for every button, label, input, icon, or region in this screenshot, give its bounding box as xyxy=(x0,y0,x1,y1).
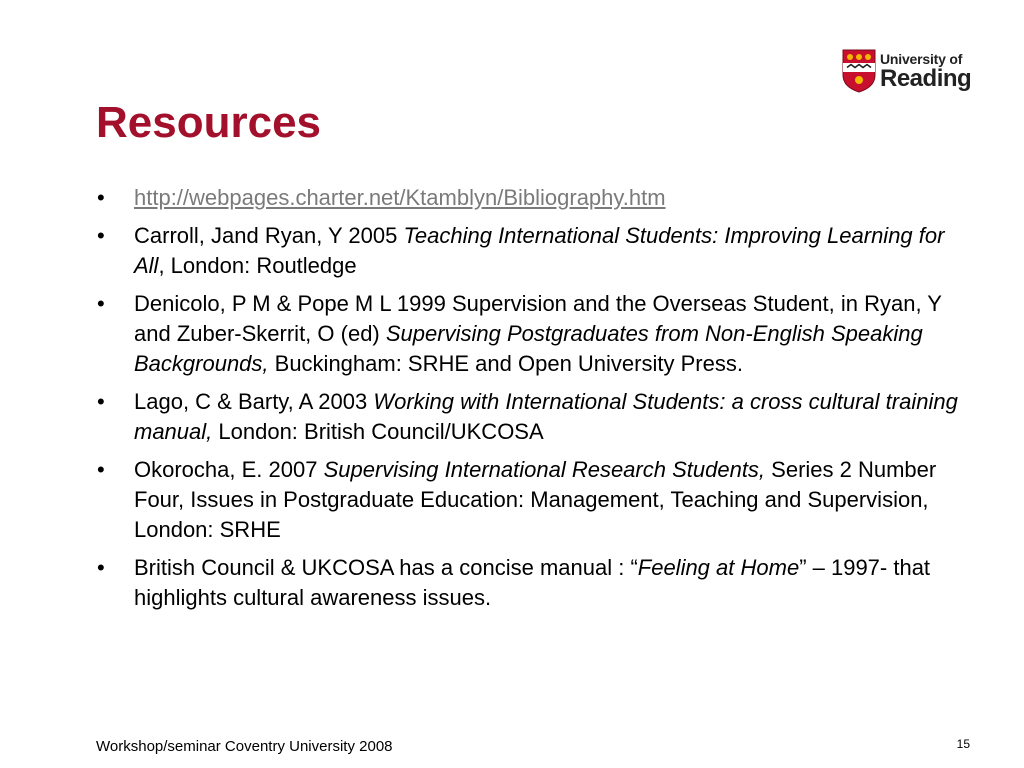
bullet-icon: • xyxy=(97,555,105,580)
citation-text: Buckingham: SRHE and Open University Press. xyxy=(268,351,743,376)
slide-title: Resources xyxy=(96,98,322,147)
footer-text: Workshop/seminar Coventry University 2008 xyxy=(96,738,393,755)
citation-text: Carroll, Jand Ryan, Y 2005 xyxy=(134,223,404,248)
list-item xyxy=(97,289,977,379)
citation-text: , London: Routledge xyxy=(158,253,357,278)
bullet-icon: • xyxy=(97,185,105,210)
citation-title: Teaching International Students: Improving Learning for All xyxy=(134,223,945,278)
resource-list xyxy=(97,183,977,621)
citation-title: Supervising Postgraduates from Non-English Speaking Backgrounds, xyxy=(134,321,923,376)
citation-title: Supervising International Research Students, xyxy=(323,457,766,482)
list-item xyxy=(97,183,977,213)
citation-text: Denicolo, P M & Pope M L 1999 Supervision and the Overseas Student, in Ryan, Y and Zuber-Skerrit, O (ed) xyxy=(134,291,942,346)
citation-title: Feeling at Home xyxy=(637,555,800,580)
logo-line1: University of xyxy=(880,50,963,67)
list-item xyxy=(97,221,977,281)
bibliography-link[interactable]: http://webpages.charter.net/Ktamblyn/Bibliography.htm xyxy=(134,185,666,210)
list-item xyxy=(97,387,977,447)
citation-text: London: British Council/UKCOSA xyxy=(212,419,544,444)
citation-text: Series 2 Number Four, Issues in Postgraduate Education: Management, Teaching and Supervision, London: SRHE xyxy=(134,457,937,542)
logo-line2: Reading xyxy=(880,64,972,92)
crest-icon xyxy=(842,49,876,93)
citation-text: British Council & UKCOSA has a concise manual : “ xyxy=(134,555,638,580)
citation-text: Okorocha, E. 2007 xyxy=(134,457,324,482)
page-number: 15 xyxy=(956,737,970,751)
list-item xyxy=(97,455,977,545)
university-logo xyxy=(842,48,977,94)
citation-text: ” – 1997- that highlights cultural awareness issues. xyxy=(134,555,931,610)
citation-text: Lago, C & Barty, A 2003 xyxy=(134,389,374,414)
citation-title: Working with International Students: a cross cultural training manual, xyxy=(134,389,958,444)
bullet-icon: • xyxy=(97,389,105,414)
bullet-icon: • xyxy=(97,291,105,316)
bullet-icon: • xyxy=(97,223,105,248)
list-item xyxy=(97,553,977,613)
bullet-icon: • xyxy=(97,457,105,482)
